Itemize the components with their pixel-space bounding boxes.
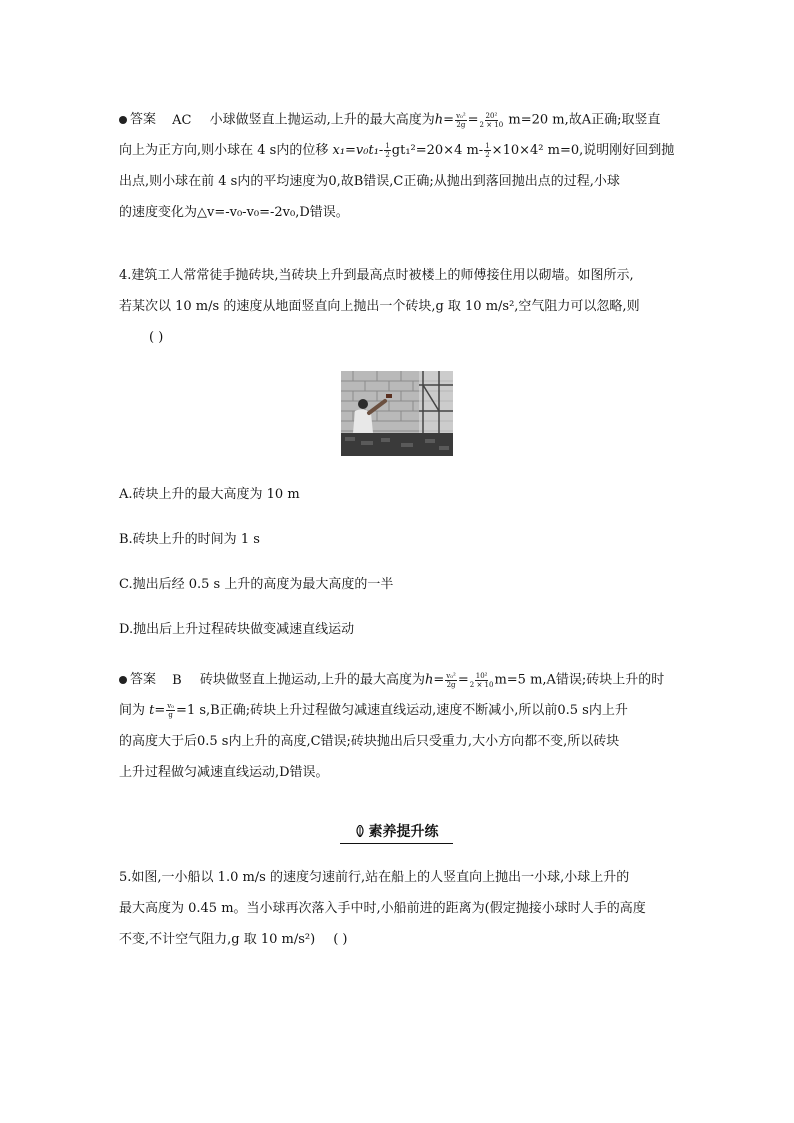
fraction: $\frac{\text{v₀²}}{2g}$: [456, 111, 466, 129]
fraction: $\frac{\text{20²}}{2 \times 10}$: [479, 111, 504, 129]
answer-marker-icon: [119, 116, 127, 124]
worker-photo: [341, 371, 453, 456]
fraction: $\frac{1}{2}$: [385, 142, 390, 159]
answer-marker-icon: [119, 676, 127, 684]
section-underline: [340, 843, 453, 844]
option-a[interactable]: A.砖块上升的最大高度为 10 m: [119, 487, 300, 502]
question-5-line-3: 不变,不计空气阻力,g 取 10 m/s²) ( ): [119, 924, 679, 955]
answer-letter: AC: [172, 112, 192, 128]
photo-worker-throwing-brick-icon: [341, 371, 453, 456]
answer-1-line-4: 的速度变化为△v=-v₀-v₀=-2v₀,D错误。: [119, 205, 349, 220]
question-5-line-1: 5.如图,一小船以 1.0 m/s 的速度匀速前行,站在船上的人竖直向上抛出一小球,小球上升的: [119, 870, 630, 885]
answer-1-line-3: 出点,则小球在前 4 s内的平均速度为0,故B错误,C正确;从抛出到落回抛出点的过程,小球: [119, 174, 620, 189]
answer-2-line-4: 上升过程做匀减速直线运动,D错误。: [119, 765, 329, 780]
fraction: $\frac{\text{v₀²}}{2g}$: [446, 671, 456, 689]
answer-2-line-3: 的高度大于后0.5 s内上升的高度,C错误;砖块抛出后只受重力,大小方向都不变,所以砖块: [119, 734, 620, 749]
option-b[interactable]: B.砖块上升的时间为 1 s: [119, 532, 260, 547]
answer-blank: ( ): [149, 330, 164, 345]
answer-block-2: [119, 664, 679, 788]
section-leaf-icon: [355, 825, 365, 837]
section-title: 素养提升练: [340, 820, 453, 844]
fraction: $\frac{1}{2}$: [485, 142, 490, 159]
answer-2-line-1: 答案 B 砖块做竖直上抛运动,上升的最大高度为h= $\frac{\text{v₀²}}{2g}$ = $\frac{\text{10²}}{2 \times 10}$ m=5 m,A错误;砖块上升的时: [119, 664, 679, 695]
answer-block-1: [119, 104, 679, 228]
question-5: [119, 862, 679, 955]
fraction: $\frac{\text{v₀}}{g}$: [167, 702, 175, 719]
option-c[interactable]: C.抛出后经 0.5 s 上升的高度为最大高度的一半: [119, 577, 394, 592]
question-4: [119, 260, 679, 353]
answer-tag: 答案: [119, 664, 156, 695]
question-4-line-1: 4.建筑工人常常徒手抛砖块,当砖块上升到最高点时被楼上的师傅接住用以砌墙。如图所示,: [119, 268, 634, 283]
answer-letter: B: [172, 672, 182, 688]
answer-blank: ( ): [333, 932, 348, 947]
answer-1-line-1: 答案 AC 小球做竖直上抛运动,上升的最大高度为h= $\frac{\text{v₀²}}{2g}$ = $\frac{\text{20²}}{2 \times 10}$ m=20 m,故A正确;取竖直: [119, 104, 679, 135]
question-5-line-2: 最大高度为 0.45 m。当小球再次落入手中时,小船前进的距离为(假定抛接小球时人手的高度: [119, 901, 646, 916]
fraction: $\frac{\text{10²}}{2 \times 10}$: [469, 671, 494, 689]
question-4-line-2: 若某次以 10 m/s 的速度从地面竖直向上抛出一个砖块,g 取 10 m/s²,空气阻力可以忽略,则: [119, 299, 640, 314]
answer-2-line-2: 间为 t= $\frac{\text{v₀}}{g}$ =1 s,B正确;砖块上升过程做匀减速直线运动,速度不断减小,所以前0.5 s内上升: [119, 702, 628, 719]
answer-tag: 答案: [119, 104, 156, 135]
answer-1-line-2: 向上为正方向,则小球在 4 s内的位移 x₁=v₀t₁- $\frac{1}{2}$ gt₁²=20×4 m- $\frac{1}{2}$ ×10×4² m=0,说明刚好回到抛: [119, 142, 675, 159]
option-d[interactable]: D.抛出后上升过程砖块做变减速直线运动: [119, 622, 355, 637]
